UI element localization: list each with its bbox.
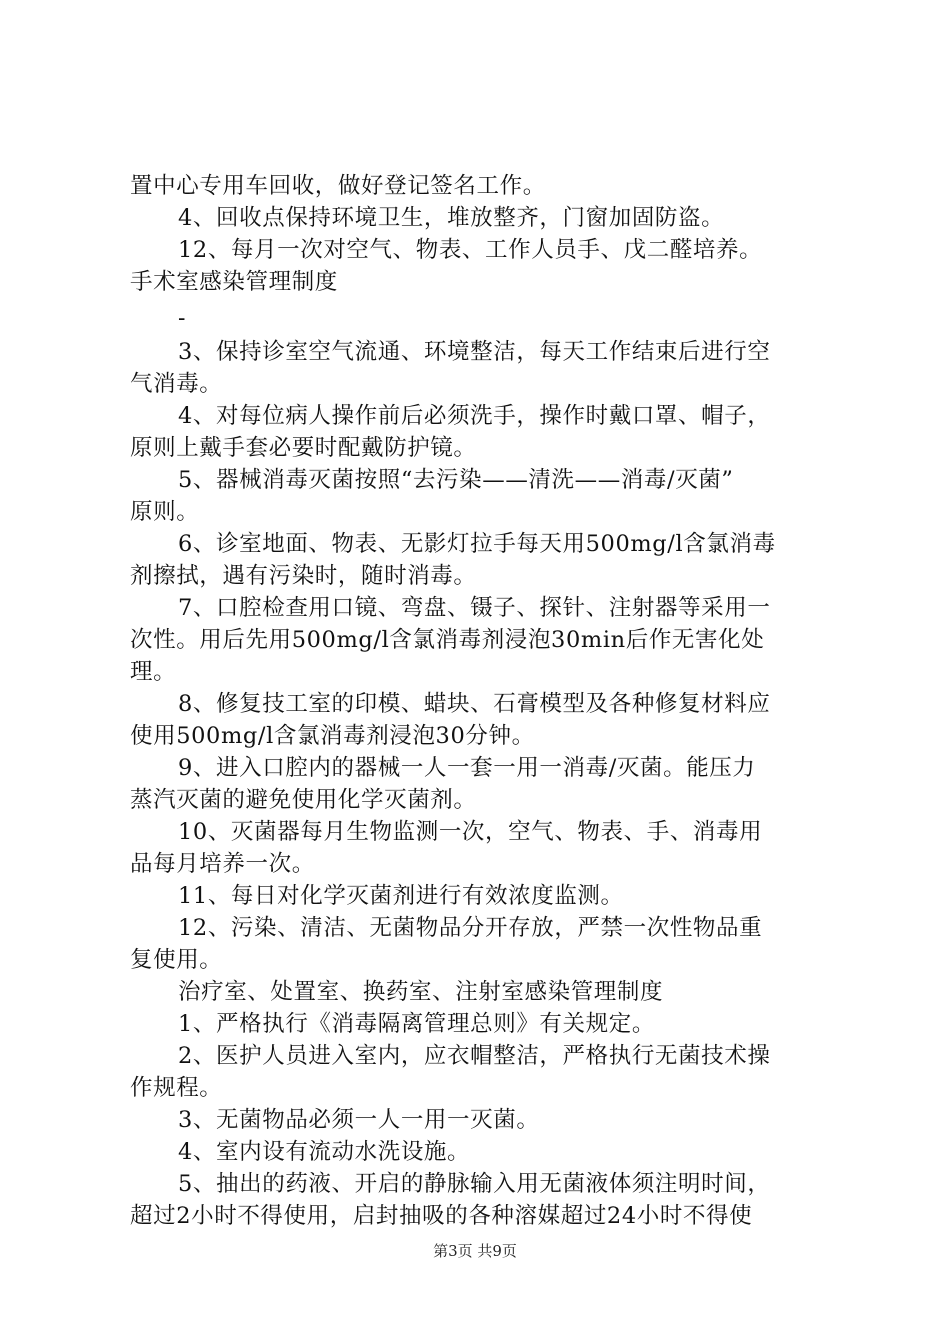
- text-line: 8、修复技工室的印模、蜡块、石膏模型及各种修复材料应: [178, 691, 771, 717]
- text-line: 9、进入口腔内的器械一人一套一用一消毒/灭菌。能压力: [178, 755, 756, 781]
- text-line: 5、抽出的药液、开启的静脉输入用无菌液体须注明时间，: [178, 1171, 771, 1197]
- text-line: 3、无菌物品必须一人一用一灭菌。: [178, 1107, 540, 1133]
- section-heading: 治疗室、处置室、换药室、注射室感染管理制度: [178, 979, 664, 1005]
- text-line: 4、室内设有流动水洗设施。: [178, 1139, 471, 1165]
- text-line: 12、污染、清洁、无菌物品分开存放，严禁一次性物品重: [178, 915, 763, 941]
- text-line: 1、严格执行《消毒隔离管理总则》有关规定。: [178, 1011, 655, 1037]
- text-line: 理。: [130, 659, 177, 685]
- dash-separator: -: [178, 306, 186, 331]
- text-line: 4、对每位病人操作前后必须洗手，操作时戴口罩、帽子，: [178, 403, 771, 429]
- text-line: 使用500mg/l含氯消毒剂浸泡30分钟。: [130, 723, 535, 749]
- text-line: 蒸汽灭菌的避免使用化学灭菌剂。: [130, 787, 477, 813]
- text-line: 置中心专用车回收，做好登记签名工作。: [130, 173, 546, 199]
- text-line: 5、器械消毒灭菌按照“去污染——清洗——消毒/灭菌”: [178, 467, 734, 493]
- text-line: 原则上戴手套必要时配戴防护镜。: [130, 435, 477, 461]
- text-line: 原则。: [130, 499, 200, 525]
- text-line: 10、灭菌器每月生物监测一次，空气、物表、手、消毒用: [178, 819, 763, 845]
- text-line: 6、诊室地面、物表、无影灯拉手每天用500mg/l含氯消毒: [178, 531, 776, 557]
- text-line: 气消毒。: [130, 371, 223, 397]
- text-line: 3、保持诊室空气流通、环境整洁，每天工作结束后进行空: [178, 339, 771, 365]
- text-line: 4、回收点保持环境卫生，堆放整齐，门窗加固防盗。: [178, 205, 725, 231]
- text-line: 7、口腔检查用口镜、弯盘、镊子、探针、注射器等采用一: [178, 595, 771, 621]
- document-body: [130, 170, 830, 1232]
- text-line: 剂擦拭，遇有污染时，随时消毒。: [130, 563, 477, 589]
- section-heading: 手术室感染管理制度: [130, 269, 338, 295]
- page-number-footer: 第3页 共9页: [433, 1242, 517, 1260]
- text-line: 次性。用后先用500mg/l含氯消毒剂浸泡30min后作无害化处: [130, 627, 765, 653]
- text-line: 超过2小时不得使用，启封抽吸的各种溶媒超过24小时不得使: [130, 1203, 753, 1229]
- text-line: 作规程。: [130, 1075, 223, 1101]
- text-line: 2、医护人员进入室内，应衣帽整洁，严格执行无菌技术操: [178, 1043, 771, 1069]
- text-line: 品每月培养一次。: [130, 851, 315, 877]
- text-line: 11、每日对化学灭菌剂进行有效浓度监测。: [178, 883, 624, 909]
- text-line: 复使用。: [130, 947, 223, 973]
- text-line: 12、每月一次对空气、物表、工作人员手、戊二醛培养。: [178, 237, 763, 263]
